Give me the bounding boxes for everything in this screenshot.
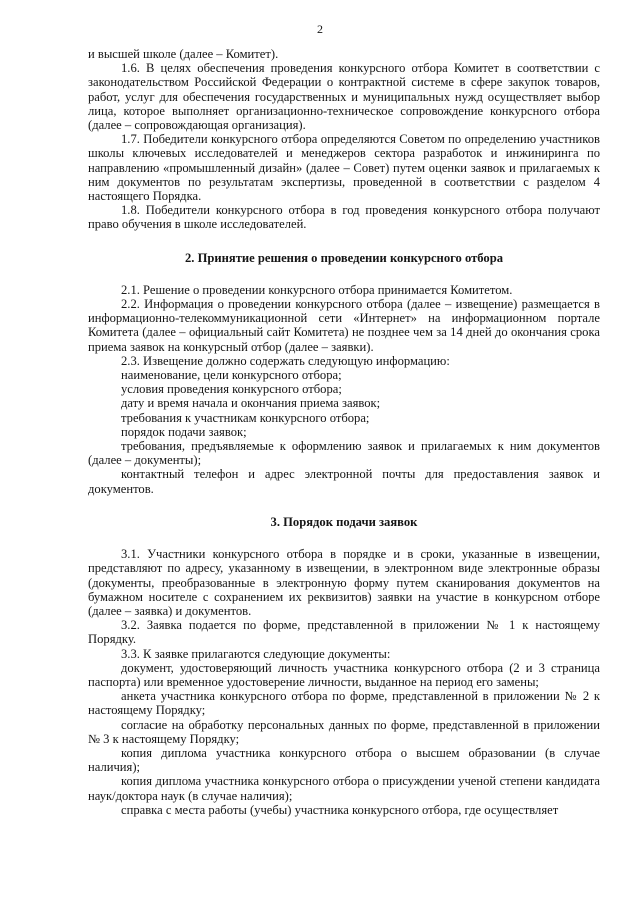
- document-body: [88, 47, 600, 817]
- list-item: требования, предъявляемые к оформлению заявок и прилагаемых к ним документов (далее – документы);: [88, 439, 600, 468]
- list-item: согласие на обработку персональных данных по форме, представленной в приложении № 3 к настоящему Порядку;: [88, 717, 600, 746]
- paragraph: 2.3. Извещение должно содержать следующую информацию:: [121, 353, 450, 368]
- paragraph: и высшей школе (далее – Комитет).: [88, 47, 279, 61]
- paragraph: 1.8. Победители конкурсного отбора в год проведения конкурсного отбора получают право обучения в школе исследователей.: [88, 203, 600, 232]
- paragraph: 2.2. Информация о проведении конкурсного отбора (далее – извещение) размещается в информационно-телекоммуникационной сети «Интернет» на информационном портале Комитета (далее – официальный сайт Комитета) не позднее чем за 14 дней до окончания срока приема заявок на конкурсный отбор (далее – заявки).: [88, 297, 600, 354]
- list-item: требования к участникам конкурсного отбора;: [121, 410, 370, 425]
- list-item: документ, удостоверяющий личность участника конкурсного отбора (2 и 3 страница паспорта) или временное удостоверение личности, выданное на период его замены;: [88, 660, 600, 689]
- paragraph: 2.1. Решение о проведении конкурсного отбора принимается Комитетом.: [121, 282, 513, 297]
- list-item: контактный телефон и адрес электронной почты для предоставления заявок и документов.: [88, 467, 600, 496]
- list-item: порядок подачи заявок;: [121, 424, 247, 439]
- list-item: условия проведения конкурсного отбора;: [121, 382, 342, 397]
- paragraph: 3.1. Участники конкурсного отбора в порядке и в сроки, указанные в извещении, представляют по адресу, указанному в извещении, в электронном виде электронные образы (документы, преобразованные в электронную форму путем сканирования документов на бумажном носителе с сохранением их реквизитов) заявки на участие в конкурсном отборе (далее – заявка) и документов.: [88, 547, 600, 618]
- section-heading: 3. Порядок подачи заявок: [270, 514, 418, 529]
- paragraph: 3.3. К заявке прилагаются следующие документы:: [121, 646, 391, 661]
- paragraph: 1.6. В целях обеспечения проведения конкурсного отбора Комитет в соответствии с законодательством Российской Федерации о контрактной системе в сфере закупок товаров, работ, услуг для обеспечения государственных и муниципальных нужд осуществляет выбор лица, которое выполняет организационно-техническое сопровождение конкурсного отбора (далее – сопровождающая организация).: [88, 61, 600, 133]
- paragraph: 1.7. Победители конкурсного отбора определяются Советом по определению участников школы ключевых исследователей и менеджеров сектора разработок и инжиниринга по направлению «промышленный дизайн» (далее – Совет) путем оценки заявок и прилагаемых к ним документов по результатам экспертизы, проведенной в соответствии с разделом 4 настоящего Порядка.: [88, 132, 600, 204]
- list-item: копия диплома участника конкурсного отбора о присуждении ученой степени кандидата наук/доктора наук (в случае наличия);: [88, 774, 600, 803]
- list-item: анкета участника конкурсного отбора по форме, представленной в приложении № 2 к настоящему Порядку;: [88, 689, 600, 718]
- list-item: справка с места работы (учебы) участника конкурсного отбора, где осуществляет: [121, 802, 559, 817]
- paragraph: 3.2. Заявка подается по форме, представленной в приложении № 1 к настоящему Порядку.: [88, 618, 600, 647]
- list-item: копия диплома участника конкурсного отбора о высшем образовании (в случае наличия);: [88, 745, 600, 775]
- section-heading: 2. Принятие решения о проведении конкурсного отбора: [184, 250, 504, 265]
- list-item: наименование, цели конкурсного отбора;: [121, 368, 342, 383]
- list-item: дату и время начала и окончания приема заявок;: [121, 396, 381, 411]
- page-number: 2: [317, 22, 323, 36]
